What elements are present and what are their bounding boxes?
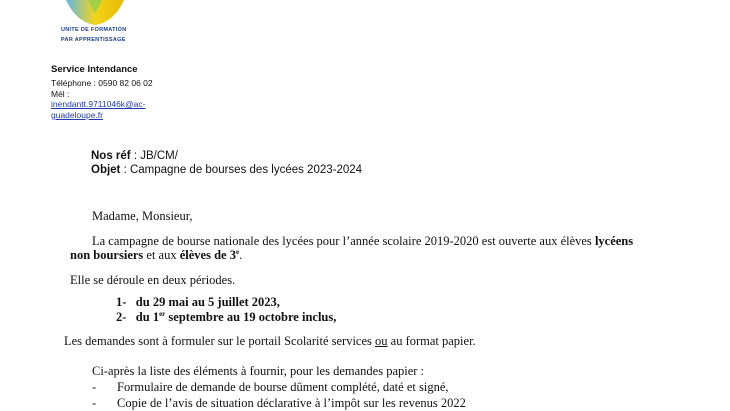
p1-text: La campagne de bourse nationale des lycées pour l’année scolaire 2019-2020 est ouverte aux élèves <box>92 234 595 248</box>
salutation: Madame, Monsieur, <box>92 209 193 223</box>
period-text: du 29 mai au 5 juillet 2023, <box>135 295 280 309</box>
period-sup: er <box>159 309 166 318</box>
service-phone: Téléphone : 0590 82 06 02 <box>51 78 153 88</box>
list-item-text: Copie de l’avis de situation déclarative à l’impôt sur les revenus 2022 <box>117 396 466 410</box>
p3-text-b: au format papier. <box>387 334 476 348</box>
paragraph-1-line1 <box>92 234 633 249</box>
p1-mid: et aux <box>143 248 180 262</box>
list-item <box>92 396 466 411</box>
list-bullet: - <box>92 380 97 394</box>
reference-line <box>91 150 178 162</box>
list-item-text: Formulaire de demande de bourse dûment complété, daté et signé, <box>117 380 449 394</box>
service-email-link-cont[interactable]: guadeloupe.fr <box>51 110 103 120</box>
list-bullet: - <box>92 396 97 410</box>
p1-bold-eleves: élèves de 3 <box>179 248 236 262</box>
logo-text-line2: PAR APPRENTISSAGE <box>61 37 126 43</box>
period-item-1 <box>116 295 280 310</box>
service-email-link[interactable]: inendantt.9711046k@ac- <box>51 99 146 109</box>
paragraph-3 <box>64 334 476 349</box>
paragraph-2: Elle se déroule en deux périodes. <box>70 273 236 287</box>
object-line <box>91 164 362 176</box>
list-item <box>92 380 449 395</box>
logo <box>64 0 126 26</box>
object-label: Objet <box>91 164 121 176</box>
period-text-b: septembre au 19 octobre inclus, <box>165 310 337 324</box>
logo-emblem-icon <box>64 0 126 26</box>
paragraph-1-line2 <box>70 248 242 263</box>
p1-sup: e <box>235 247 240 256</box>
service-title: Service Intendance <box>51 64 138 75</box>
ref-label: Nos réf <box>91 150 131 162</box>
period-number: 1- <box>116 295 127 309</box>
service-mail-label: Mél : <box>51 89 70 99</box>
period-number: 2- <box>116 310 127 324</box>
period-item-2 <box>116 310 336 325</box>
p1-end: . <box>239 248 243 262</box>
p1-bold-non-boursiers: non boursiers <box>70 248 144 262</box>
period-text-a: du 1 <box>135 310 160 324</box>
ref-value: : JB/CM/ <box>130 150 178 162</box>
paragraph-4: Ci-après la liste des éléments à fournir, pour les demandes papier : <box>92 364 425 378</box>
p1-bold-lyceens: lycéens <box>594 234 634 248</box>
logo-text-line1: UNITE DE FORMATION <box>61 27 127 33</box>
object-value: : Campagne de bourses des lycées 2023-2024 <box>120 164 363 176</box>
p3-text-a: Les demandes sont à formuler sur le portail Scolarité services <box>64 334 376 348</box>
p3-ou: ou <box>375 334 388 348</box>
